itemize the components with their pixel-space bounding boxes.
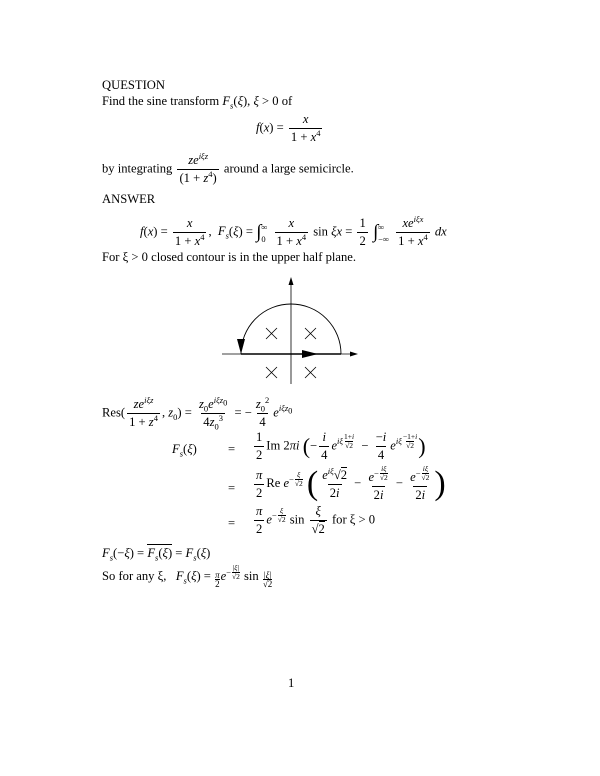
question-heading: QUESTION bbox=[102, 78, 165, 92]
for-xi-positive-text: for ξ > 0 bbox=[331, 512, 376, 527]
derivation-step-3: $\frac{\pi}{2}$ $e^{- \frac{\xi}{√2}}$ sin $\frac{\xi}{√2}$ for ξ > 0 bbox=[256, 504, 376, 536]
integrand-formula: $\frac{ze^{i\xi z}}{(1 + z^4)}$ bbox=[179, 150, 217, 185]
transform-integral-formula: f(x) = $\frac{x}{1 + x^4}$ , $F_s(\xi)$ = ∫ ∞ 0 $\frac{x}{1 + x^4}$ sin ξx = $\frac{1}{2}$ ∫ ∞ −∞ $\frac{xe^{i\xi x}}{1 + x^4}$ dx bbox=[140, 213, 447, 248]
derivation-lhs: $F_s(\xi)$ bbox=[172, 442, 197, 459]
around-semicircle-text: around a large semicircle. bbox=[223, 161, 354, 176]
so-for-any-text: So for any ξ, bbox=[102, 569, 167, 584]
odd-symmetry-formula: $F_s(-\xi) = F_s(\xi) = F_s(\xi)$ bbox=[102, 546, 211, 563]
pole-lower-right bbox=[305, 367, 316, 378]
arc-direction-arrow bbox=[237, 339, 245, 354]
by-integrating-text: by integrating bbox=[102, 161, 173, 176]
answer-heading: ANSWER bbox=[102, 192, 156, 206]
pole-upper-left bbox=[266, 328, 277, 339]
base-direction-arrow bbox=[302, 350, 318, 358]
derivation-step-1: $\frac{1}{2}$ Im 2πi (− $\frac{i}{4}$ $e^{i\xi \frac{1+i}{√2}}$ − $\frac{-i}{4}$ $e^{i\xi \frac{-1+i}{√2}}$ ) bbox=[256, 430, 426, 462]
contour-note: For ξ > 0 closed contour is in the upper half plane. bbox=[102, 250, 357, 264]
final-result-line bbox=[102, 564, 273, 588]
residue-formula: Res( $\frac{ze^{i\xi z}}{1 + z^4}$ , $z_0$) = $\frac{z_0e^{i\xi z_0}}{4z_0^3}$ = − $\frac{z_0^2}{4}$ $e^{i\xi z_0}$ bbox=[102, 394, 293, 432]
question-intro-text: Find the sine transform bbox=[102, 94, 220, 108]
final-result-formula: $F_s(\xi)$ = $\frac{\pi}{2}$ $e^{- \frac{|\xi|}{√2}}$ sin $\frac{|\xi|}{√2}$ bbox=[175, 563, 273, 590]
document-page: QUESTION Find the sine transform $F_s(\xi)$, ξ > 0 of f(x) = $\frac{x}{1 + x^4}$ by integrating $\frac{ze^{i\xi z}}{(1 + z^4)}$ around a large semicircle. ANSWER f(x) = $\frac{x}{1 + x^4}$ , $F_s(\xi)$ = ∫ ∞ 0 $\frac{x}{1 + x^4}$ sin ξx = $\frac{1}{2}$ ∫ ∞ −∞ $\frac{xe^{i\xi x}}{1 + x^4}$ dx For ξ > 0 closed contour is in the upper half plane. Res( $\frac{ze^{i\xi z}}{1 + z^4}$ , $z_0$) = $\frac{z_0e^{i\xi z_0}}{4z_0^3}$ = − $\frac{z_0^2}{4}$ $e^{i\xi z_0}$ $F_s(\xi)$ = $\frac{1}{2}$ Im 2πi (− $\frac{i}{4}$ $e^{i\xi \frac{1+i}{√2}}$ − $\frac{-i}{4}$ $e^{i\xi \frac{-1+i}{√2}}$ ) = $\frac{\pi}{2}$ Re $e^{- \frac{\xi}{√2}}$ ( $\frac{e^{i\xi}√2}{2i}$ − $e^{- \frac{i\xi}{√2}}$ 2i − $e^{- \frac{i\xi}{√2}}$ 2i ) = $\frac{\pi}{2}$ $e^{- \frac{\xi}{√2}}$ sin $\frac{\xi}{√2}$ for ξ > 0 $F_s(-\xi) = F_s(\xi) = F_s(\xi)$ So for any ξ, $F_s(\xi)$ = $\frac{\pi}{2}$ $e^{- \frac{|\xi|}{√2}}$ sin $\frac{|\xi|}{√2}$ 1 bbox=[0, 0, 600, 776]
question-of-text: of bbox=[281, 94, 293, 108]
imaginary-axis bbox=[289, 277, 294, 384]
page-number: 1 bbox=[288, 676, 295, 690]
derivation-step-2: $\frac{\pi}{2}$ Re $e^{- \frac{\xi}{√2}}$ ( $\frac{e^{i\xi}√2}{2i}$ − $e^{- \frac{i\xi}{√2}}$ 2i − $e^{- \frac{i\xi}{√2}}$ 2i ) bbox=[256, 464, 446, 503]
pole-lower-left bbox=[266, 367, 277, 378]
f-definition-formula: f(x) = $\frac{x}{1 + x^4}$ bbox=[256, 112, 321, 144]
pole-upper-right bbox=[305, 328, 316, 339]
sine-transform-symbol: $F_s(\xi)$, ξ > 0 bbox=[222, 94, 282, 111]
